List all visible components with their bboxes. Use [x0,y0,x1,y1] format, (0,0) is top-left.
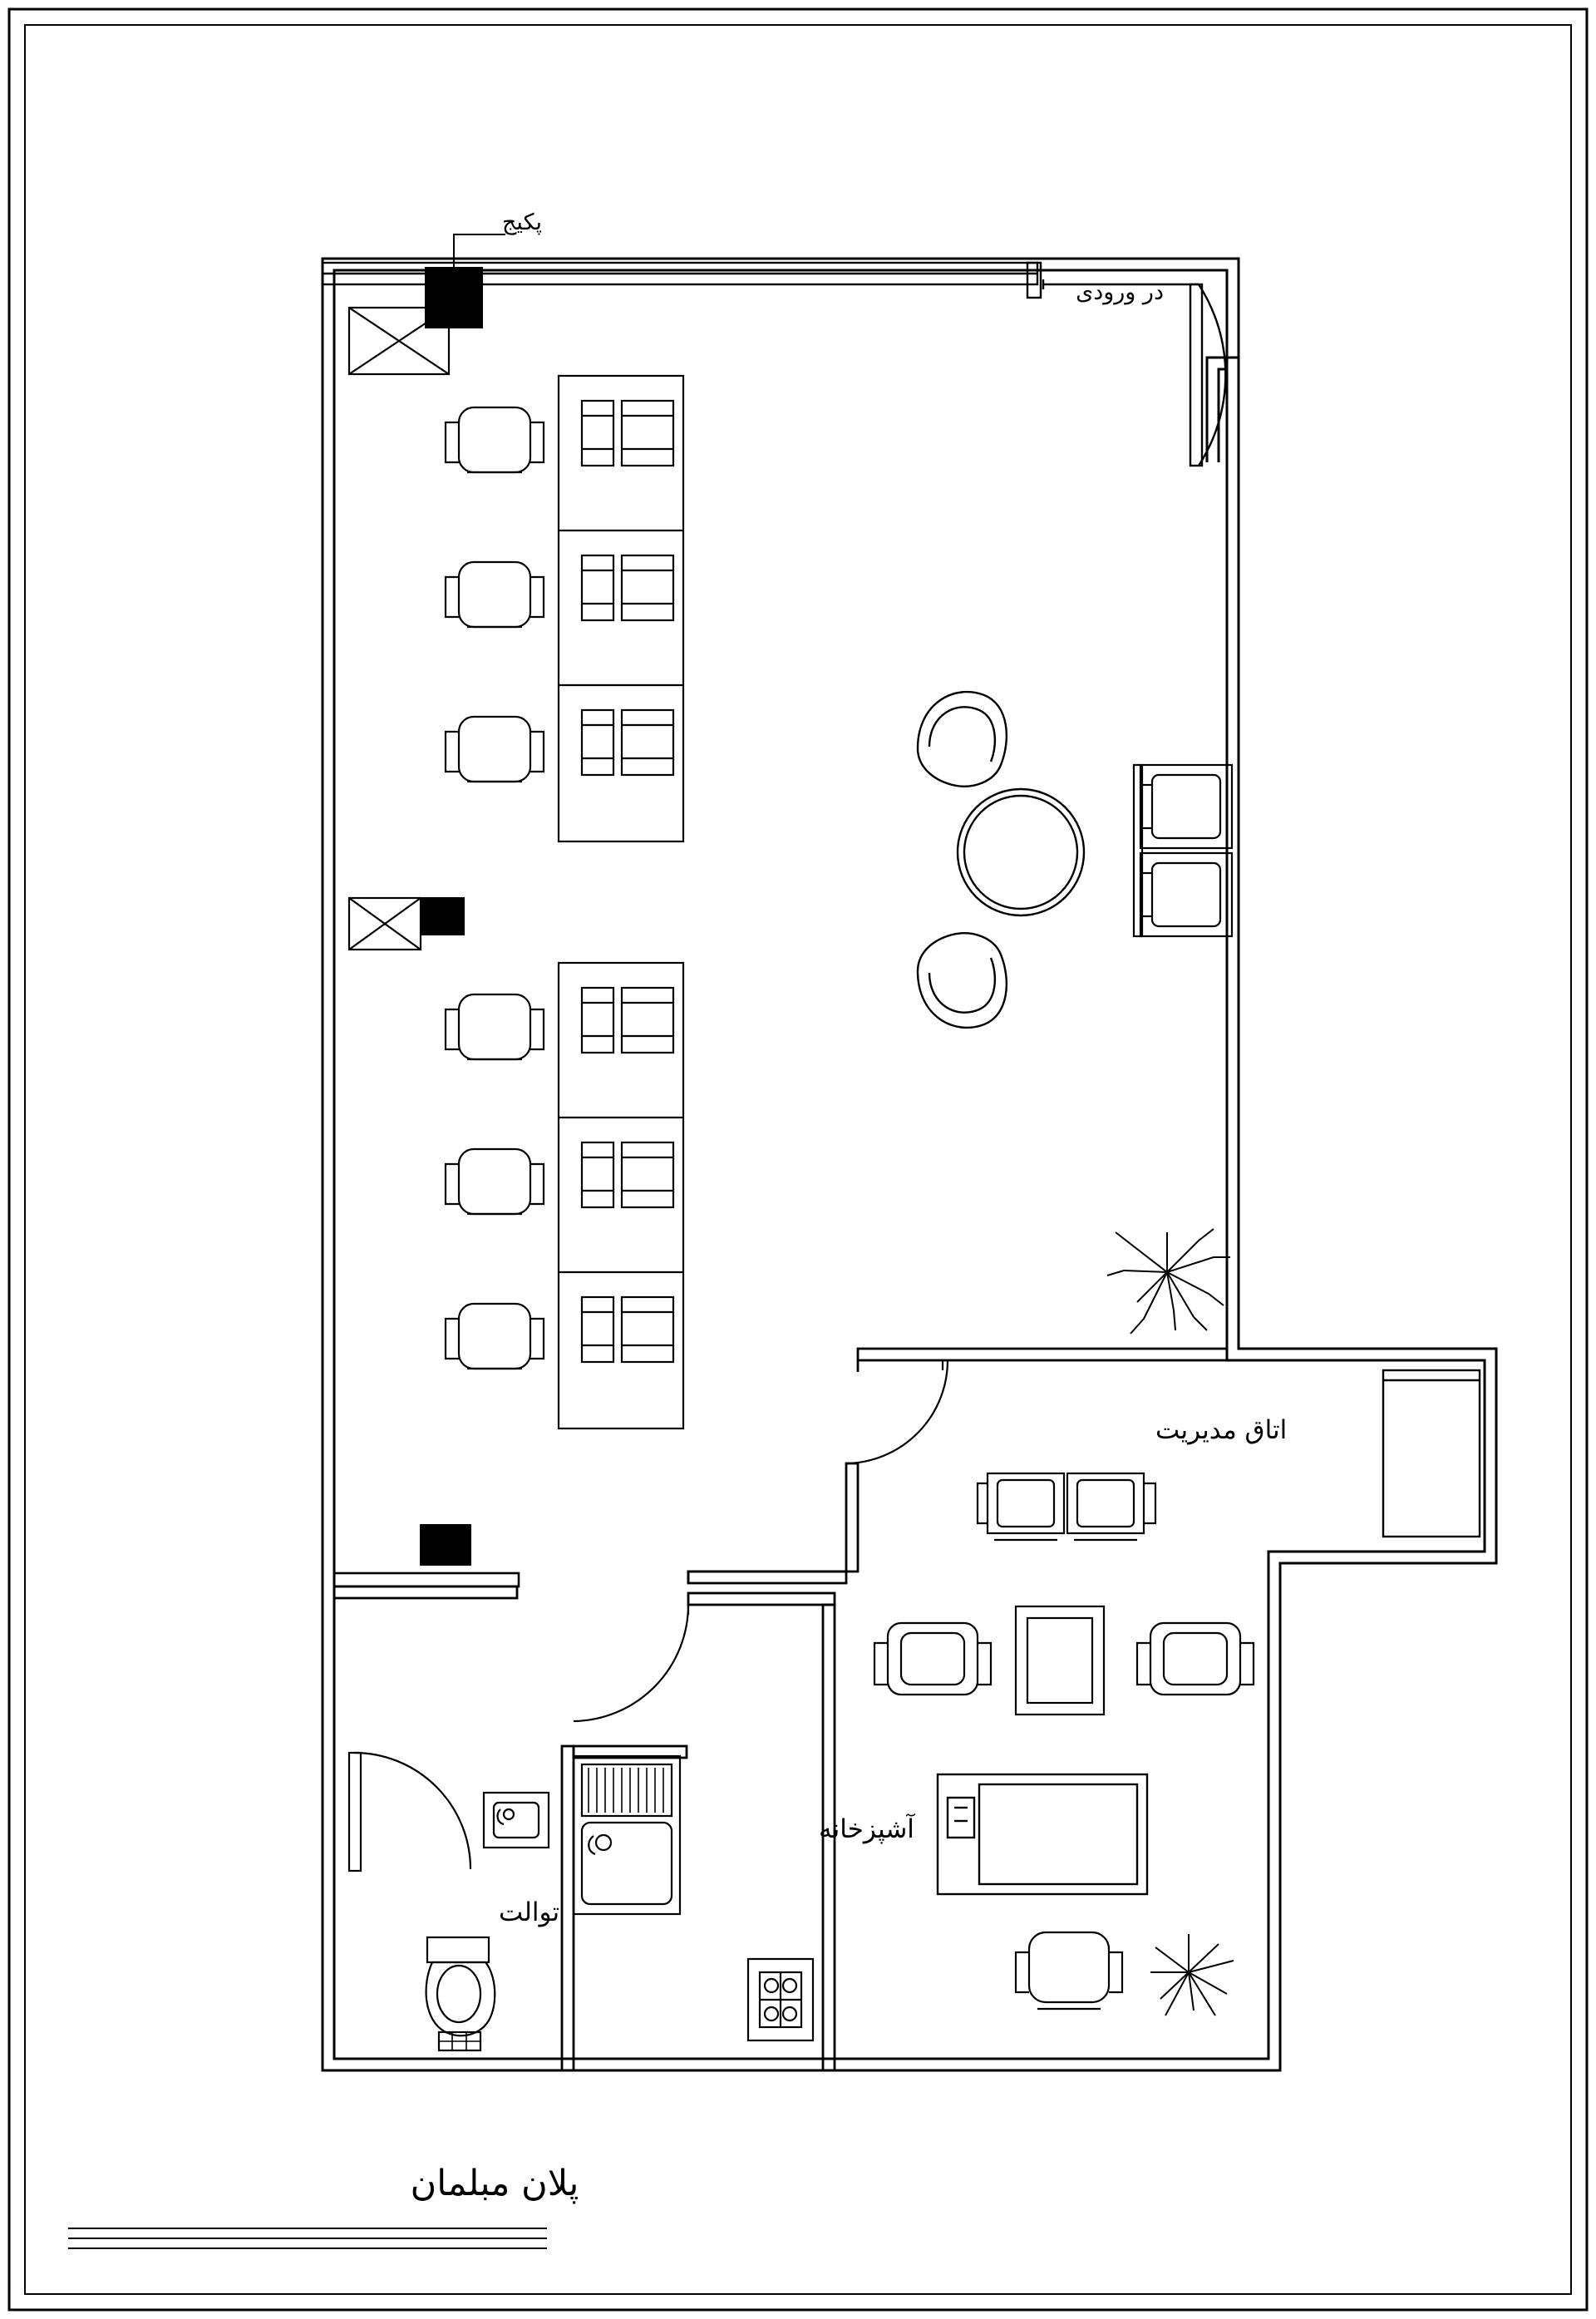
package-unit [426,268,482,328]
plan-title: پلان مبلمان [410,2163,579,2204]
package-label: پکیج [502,210,543,235]
management-room-label: اتاق مدیریت [1155,1415,1288,1445]
riser-block-mid [421,898,464,935]
kitchen-label: آشپزخانه [819,1814,914,1844]
entrance-door-label-text: در ورودی [1076,279,1164,305]
riser-block-lower [421,1525,470,1565]
entrance-door-label [1076,279,1164,305]
toilet-label: توالت [499,1897,560,1927]
